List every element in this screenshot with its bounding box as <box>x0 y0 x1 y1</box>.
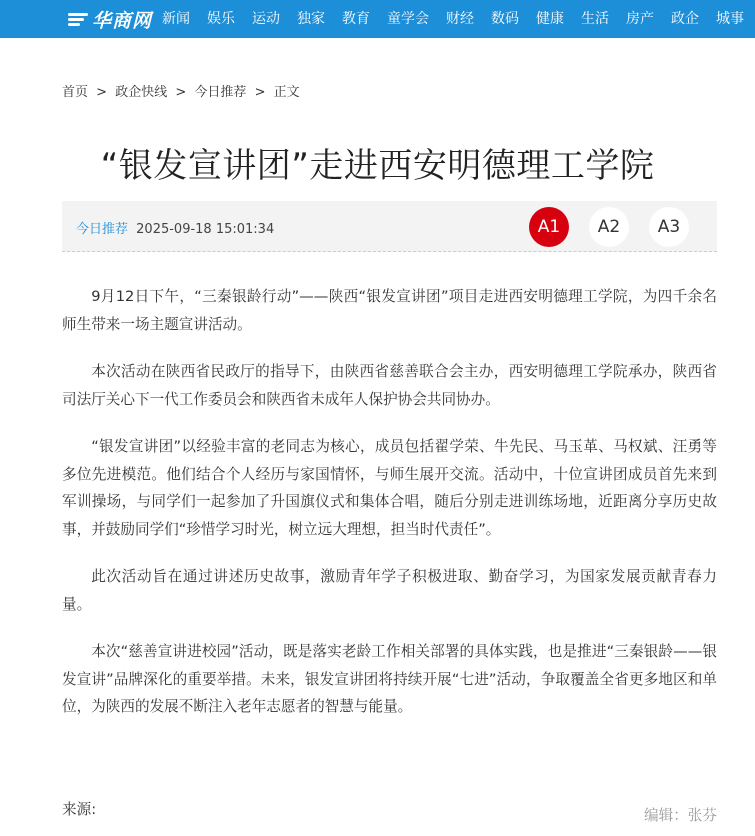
article-paragraph: 9月12日下午，“三秦银龄行动”——陕西“银发宣讲团”项目走进西安明德理工学院，为四千余名师生带来一场主题宣讲活动。 <box>62 288 717 333</box>
article-paragraph: 本次“慈善宣讲进校园”活动，既是落实老龄工作相关部署的具体实践，也是推进“三秦银龄——银发宣讲”品牌深化的重要举措。未来，银发宣讲团将持续开展“七进”活动，争取覆盖全省更多地区和单位，为陕西的发展不断注入老年志愿者的智慧与能量。 <box>62 643 717 715</box>
logo-waves-icon <box>68 11 90 27</box>
nav-item-government[interactable]: 政企 <box>671 11 700 27</box>
nav-item-digital[interactable]: 数码 <box>491 11 520 27</box>
article-paragraph: 此次活动旨在通过讲述历史故事，激励青年学子积极进取、勤奋学习，为国家发展贡献青春力量。 <box>62 568 717 613</box>
font-size-a1-button[interactable]: A1 <box>529 207 569 247</box>
nav-item-city[interactable]: 城事 <box>716 11 745 27</box>
article-editor: 编辑：张芬 <box>644 807 717 824</box>
nav-item-life[interactable]: 生活 <box>581 11 610 27</box>
nav-item-finance[interactable]: 财经 <box>446 11 475 27</box>
breadcrumb-separator: > <box>175 85 187 100</box>
breadcrumb-subsection[interactable]: 今日推荐 <box>194 85 247 100</box>
nav-item-entertainment[interactable]: 娱乐 <box>207 11 236 27</box>
font-size-a3-button[interactable]: A3 <box>649 207 689 247</box>
breadcrumb <box>62 81 300 100</box>
top-nav-bar <box>0 0 755 38</box>
site-logo[interactable] <box>68 0 152 38</box>
breadcrumb-separator: > <box>96 85 108 100</box>
article-source-link[interactable]: 今日推荐 <box>76 222 129 237</box>
nav-item-health[interactable]: 健康 <box>536 11 565 27</box>
breadcrumb-separator: > <box>254 85 266 100</box>
article-meta-bar <box>62 201 717 252</box>
logo-text: 华商网 <box>92 9 153 32</box>
article-paragraph: “银发宣讲团”以经验丰富的老同志为核心，成员包括翟学荣、牛先民、马玉革、马权斌、汪勇等多位先进模范。他们结合个人经历与家国情怀，与师生展开交流。活动中，十位宣讲团成员首先来到军训操场，与同学们一起参加了升国旗仪式和集体合唱，随后分别走进训练场地，近距离分享历史故事，并鼓励同学们“珍惜学习时光，树立远大理想，担当时代责任”。 <box>62 438 717 538</box>
nav-item-real-estate[interactable]: 房产 <box>626 11 655 27</box>
article-body <box>62 283 717 741</box>
nav-item-exclusive[interactable]: 独家 <box>297 11 326 27</box>
nav-item-education[interactable]: 教育 <box>342 11 371 27</box>
article-source-label: 来源: <box>62 801 97 818</box>
nav-item-kids-academy[interactable]: 童学会 <box>387 11 430 27</box>
article-datetime: 2025-09-18 15:01:34 <box>136 222 275 237</box>
breadcrumb-home[interactable]: 首页 <box>62 85 89 100</box>
article-paragraph: 本次活动在陕西省民政厅的指导下，由陕西省慈善联合会主办，西安明德理工学院承办，陕西省司法厅关心下一代工作委员会和陕西省未成年人保护协会共同协办。 <box>62 363 717 408</box>
breadcrumb-current: 正文 <box>273 85 300 100</box>
font-size-a2-button[interactable]: A2 <box>589 207 629 247</box>
article-title: “银发宣讲团”走进西安明德理工学院 <box>100 146 655 186</box>
nav-item-news[interactable]: 新闻 <box>162 11 191 27</box>
nav-item-sports[interactable]: 运动 <box>252 11 281 27</box>
breadcrumb-section[interactable]: 政企快线 <box>115 85 168 100</box>
